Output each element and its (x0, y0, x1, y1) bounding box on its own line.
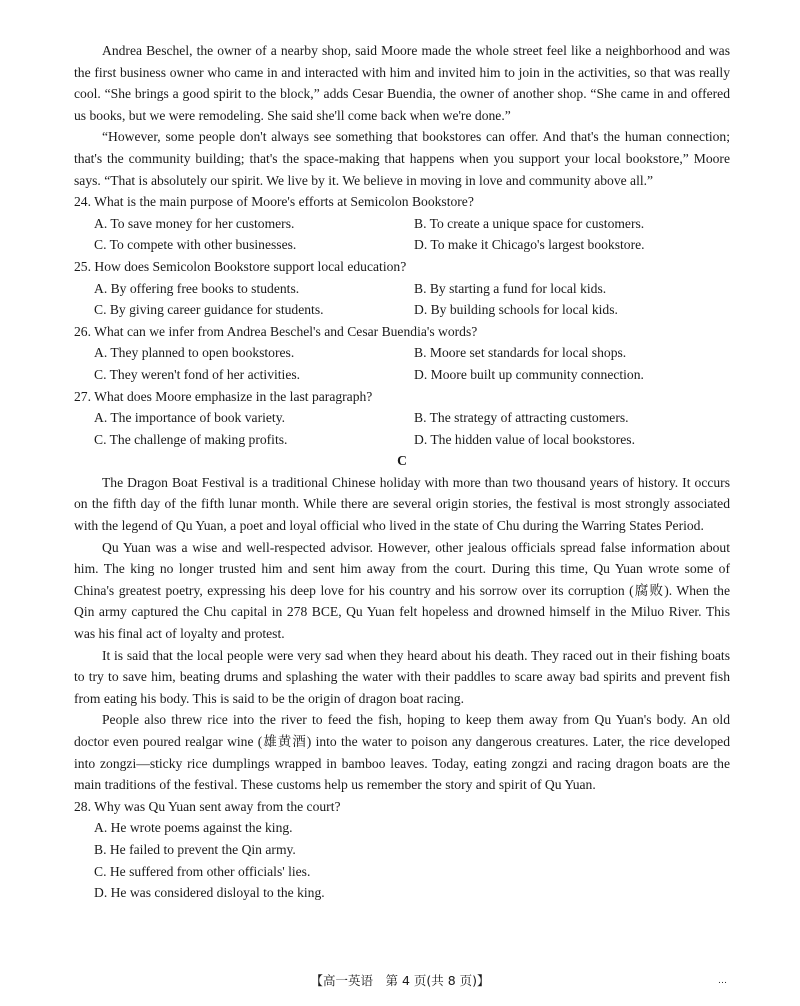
option-a: A. The importance of book variety. (94, 410, 286, 426)
option-d: D. By building schools for local kids. (414, 302, 618, 318)
question-options (74, 278, 730, 321)
option-c: C. The challenge of making profits. (94, 431, 288, 447)
question-options (74, 342, 730, 385)
option-c: C. He suffered from other officials' lies. (94, 863, 311, 879)
option-a: A. He wrote poems against the king. (94, 820, 293, 836)
question-stem: 24. What is the main purpose of Moore's efforts at Semicolon Bookstore? (74, 194, 474, 210)
page-content (74, 40, 730, 904)
passage-paragraph: The Dragon Boat Festival is a traditional Chinese holiday with more than two thousand years of history. It occurs on the fifth day of the fifth lunar month. While there are several origin stories, the festival is most strongly associated with the legend of Qu Yuan, a poet and loyal official who lived in the state of Chu during the Warring States Period. (74, 474, 730, 534)
passage-paragraph: “However, some people don't always see something that bookstores can offer. And that's the human connection; that's the community building; that's the space-making that happens when you support your local bookstore,” Moore says. “That is absolutely our spirit. We live by it. We believe in moving in love and community above all.” (74, 129, 730, 188)
corner-mark: … (718, 975, 727, 985)
option-b: B. Moore set standards for local shops. (414, 345, 627, 361)
question-stem: 27. What does Moore emphasize in the last paragraph? (74, 388, 373, 404)
question-stem: 25. How does Semicolon Bookstore support local education? (74, 258, 407, 274)
option-d: D. Moore built up community connection. (414, 366, 644, 382)
passage-paragraph: It is said that the local people were very sad when they heard about his death. They raced out in their fishing boats to try to save him, beating drums and splashing the water with their paddles to scare away bad spirits and prevent fish from eating his body. This is said to be the origin of dragon boat racing. (74, 647, 730, 706)
option-c: C. They weren't fond of her activities. (94, 366, 301, 382)
option-c: C. To compete with other businesses. (94, 237, 297, 253)
option-b: B. The strategy of attracting customers. (414, 410, 629, 426)
question-options (74, 213, 730, 256)
option-d: D. The hidden value of local bookstores. (414, 431, 635, 447)
passage-paragraph: Andrea Beschel, the owner of a nearby shop, said Moore made the whole street feel like a neighborhood and was the first business owner who came in and interacted with him and invited him to join in the activities, so that was really cool. “She brings a good spirit to the block,” adds Cesar Buendia, the owner of another shop. “She came in and offered us books, but we were remodeling. She said she'll come back when we're done.” (74, 43, 730, 123)
section-heading: C (397, 453, 407, 469)
option-b: B. He failed to prevent the Qin army. (94, 841, 296, 857)
passage-paragraph: Qu Yuan was a wise and well-respected advisor. However, other jealous officials spread false information about him. The king no longer trusted him and sent him away from the court. During this time, Qu Yuan wrote some of China's greatest poetry, expressing his deep love for his country and his sorrow over its corruption (腐败). When the Qin army captured the Chu capital in 278 BCE, Qu Yuan felt hopeless and drowned himself in the Miluo River. This was his final act of loyalty and protest. (74, 539, 730, 642)
page-footer: 【高一英语 第 4 页(共 8 页)】 (310, 973, 490, 988)
option-a: A. By offering free books to students. (94, 280, 300, 296)
question-stem: 28. Why was Qu Yuan sent away from the court? (74, 798, 341, 814)
question-stem: 26. What can we infer from Andrea Beschel's and Cesar Buendia's words? (74, 323, 478, 339)
option-c: C. By giving career guidance for students. (94, 302, 324, 318)
option-d: D. He was considered disloyal to the king. (94, 885, 325, 901)
question-options (74, 407, 730, 450)
passage-paragraph: People also threw rice into the river to feed the fish, hoping to keep them away from Qu Yuan's body. An old doctor even poured realgar wine (雄黄酒) into the water to poison any dangerous creatures. Later, the rice developed into zongzi—sticky rice dumplings wrapped in bamboo leaves. Today, eating zongzi and racing dragon boats are the main traditions of the festival. These customs help us remember the story and spirit of Qu Yuan. (74, 712, 730, 793)
option-b: B. By starting a fund for local kids. (414, 280, 607, 296)
option-b: B. To create a unique space for customers. (414, 215, 645, 231)
option-a: A. To save money for her customers. (94, 215, 295, 231)
option-a: A. They planned to open bookstores. (94, 345, 295, 361)
option-d: D. To make it Chicago's largest bookstore. (414, 237, 645, 253)
